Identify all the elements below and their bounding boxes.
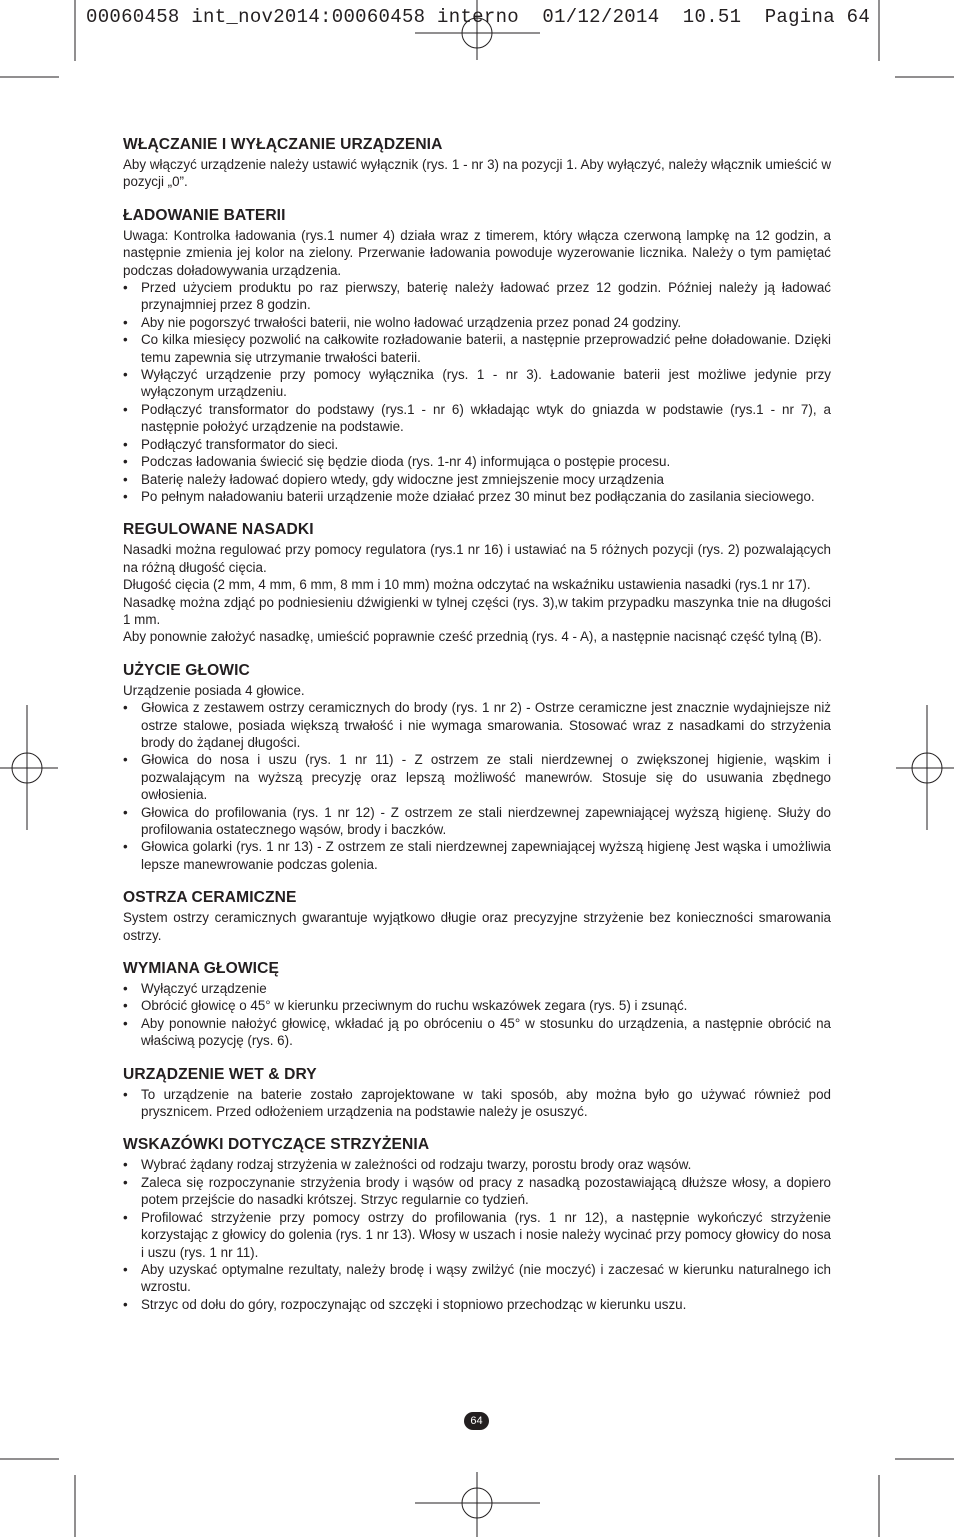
list-item: • Po pełnym naładowaniu baterii urządzenie może działać przez 30 minut bez podłączania do zasilania sieciowego. [123, 488, 831, 505]
page-number-badge: 64 [464, 1412, 489, 1430]
list-item: • Głowica do profilowania (rys. 1 nr 12) - Z ostrzem ze stali nierdzewnej zapewniającej wyższą higienę. Służy do profilowania ostatecznego wąsów, brody i baczków. [123, 804, 831, 839]
list-item: • Baterię należy ładować dopiero wtedy, gdy widoczne jest zmniejszenie mocy urządzenia [123, 471, 831, 488]
section-title: WYMIANA GŁOWICĘ [123, 960, 279, 978]
bullet-list [123, 1086, 831, 1121]
section-title: OSTRZA CERAMICZNE [123, 889, 297, 907]
list-item: • Profilować strzyżenie przy pomocy ostrzy do profilowania (rys. 1 nr 12), a następnie wykończyć strzyżenie korzystając z głowicy do golenia (rys. 1 nr 13). Włosy w uszach i nosie należy wycinać przy pomocy głowicy do nosa i uszu (rys. 1 nr 11). [123, 1209, 831, 1261]
bullet-list [123, 699, 831, 873]
paragraph: Aby ponownie założyć nasadkę, umieścić poprawnie cześć przednią (rys. 4 - A), a następnie nacisnąć część tylną (B). [123, 629, 822, 645]
list-item: • Wyłączyć urządzenie przy pomocy wyłącznika (rys. 1 - nr 3). Ładowanie baterii jest możliwe jedynie przy wyłączonym urządzeniu. [123, 366, 831, 401]
list-item: • Wybrać żądany rodzaj strzyżenia w zależności od rodzaju twarzy, porostu brody oraz wąsów. [123, 1156, 831, 1173]
list-item: • Aby ponownie nałożyć głowicę, wkładać ją po obróceniu o 45° w stosunku do urządzenia, a następnie obrócić na właściwą pozycję (rys. 6). [123, 1015, 831, 1050]
section-title: WŁĄCZANIE I WYŁĄCZANIE URZĄDZENIA [123, 136, 443, 153]
section-title: REGULOWANE NASADKI [123, 521, 314, 539]
list-item: • To urządzenie na baterie zostało zaprojektowane w taki sposób, aby można było go używać również pod prysznicem. Przed odłożeniem urządzenia na podstawie należy je osuszyć. [123, 1086, 831, 1121]
section [123, 1136, 831, 1313]
list-item: • Podłączyć transformator do sieci. [123, 436, 831, 453]
paragraph: Uwaga: Kontrolka ładowania (rys.1 numer 4) działa wraz z timerem, który włącza czerwoną lampkę na 12 godzin, a następnie zmienia jej kolor na zielony. Przerwanie ładowania powoduje wyzerowanie licznika. Należy o tym pamiętać podczas doładowywania urządzenia. [123, 227, 831, 278]
section [123, 1066, 831, 1121]
registration-mark-left [0, 705, 58, 830]
paragraph: Nasadkę można zdjąć po podniesieniu dźwigienki w tylnej części (rys. 3),w takim przypadku maszynka tnie na długości 1 mm. [123, 594, 831, 627]
print-slug-line: 00060458 int_nov2014:00060458 interno 01/12/2014 10.51 Pagina 64 [86, 6, 871, 28]
list-item: • Głowica golarki (rys. 1 nr 13) - Z ostrzem ze stali nierdzewnej zapewniającej wyższą higienę Jest wąska i umożliwia lepsze manewrowanie podczas golenia. [123, 838, 831, 873]
list-item: • Głowica do nosa i uszu (rys. 1 nr 11) - Z ostrzem ze stali nierdzewnej o zwiększonej higienie, wąskim i pozwalającym na wyższą precyzję oraz lepszą możliwość manewrów. Stosuje się do usuwania zbędnego owłosienia. [123, 751, 831, 803]
section [123, 662, 831, 873]
registration-mark-bottom [415, 1472, 540, 1537]
section [123, 207, 831, 506]
paragraph: Nasadki można regulować przy pomocy regulatora (rys.1 nr 16) i ustawiać na 5 różnych pozycji (rys. 2) pozwalających na różną długość cięcia. [123, 542, 831, 575]
paragraph: Aby włączyć urządzenie należy ustawić wyłącznik (rys. 1 - nr 3) na pozycji 1. Aby wyłączyć, należy włącznik umieścić w pozycji „0”. [123, 157, 831, 190]
section-title: URZĄDZENIE WET & DRY [123, 1065, 317, 1083]
registration-mark-right [896, 705, 954, 830]
paragraph: System ostrzy ceramicznych gwarantuje wyjątkowo długie oraz precyzyjne strzyżenie bez konieczności smarowania ostrzy. [123, 910, 831, 943]
document-body [123, 136, 831, 1329]
bullet-list [123, 980, 831, 1050]
list-item: • Głowica z zestawem ostrzy ceramicznych do brody (rys. 1 nr 2) - Ostrze ceramiczne jest znacznie wydajniejsze niż ostrze stalowe, posiada większą trwałość i nie wymaga smarowania. Stosować wraz z nasadkami do strzyżenia brody do żądanej długości. [123, 699, 831, 751]
section-title: ŁADOWANIE BATERII [123, 206, 286, 224]
list-item: • Podczas ładowania świecić się będzie dioda (rys. 1-nr 4) informująca o postępie procesu. [123, 453, 831, 470]
list-item: • Zaleca się rozpoczynanie strzyżenia brody i wąsów od pracy z nasadką pozostawiającą dłuższe włosy, a dopiero potem przejście do nasadki krótszej. Strzyc regularnie co tydzień. [123, 1174, 831, 1209]
bullet-list [123, 1156, 831, 1313]
registration-mark-top [415, 0, 540, 60]
section [123, 521, 831, 645]
list-item: • Podłączyć transformator do podstawy (rys.1 - nr 6) wkładając wtyk do gniazda w podstawie (rys.1 - nr 7), a następnie położyć urządzenie na podstawie. [123, 401, 831, 436]
bullet-list [123, 279, 831, 505]
list-item: • Aby uzyskać optymalne rezultaty, należy brodę i wąsy zwilżyć (nie moczyć) i zaczesać w kierunku naturalnego ich wzrostu. [123, 1261, 831, 1296]
section-title: UŻYCIE GŁOWIC [123, 661, 250, 679]
list-item: • Przed użyciem produktu po raz pierwszy, baterię należy ładować przez 12 godzin. Później należy ją ładować przynajmniej przez 8 godzin. [123, 279, 831, 314]
paragraph: Urządzenie posiada 4 głowice. [123, 682, 305, 698]
list-item: • Obrócić głowicę o 45° w kierunku przeciwnym do ruchu wskazówek zegara (rys. 5) i zsunąć. [123, 997, 831, 1014]
section [123, 889, 831, 944]
section [123, 960, 831, 1050]
paragraph: Długość cięcia (2 mm, 4 mm, 6 mm, 8 mm i 10 mm) można odczytać na wskaźniku ustawienia nasadki (rys.1 nr 17). [123, 577, 811, 593]
list-item: • Co kilka miesięcy pozwolić na całkowite rozładowanie baterii, a następnie przeprowadzić pełne doładowanie. Dzięki temu zapewnia się utrzymanie trwałości baterii. [123, 331, 831, 366]
section [123, 136, 831, 191]
section-title: WSKAZÓWKI DOTYCZĄCE STRZYŻENIA [123, 1136, 430, 1154]
list-item: • Aby nie pogorszyć trwałości baterii, nie wolno ładować urządzenia przez ponad 24 godziny. [123, 314, 831, 331]
list-item: • Strzyc od dołu do góry, rozpoczynając od szczęki i stopniowo przechodząc w kierunku uszu. [123, 1296, 831, 1313]
list-item: • Wyłączyć urządzenie [123, 980, 831, 997]
